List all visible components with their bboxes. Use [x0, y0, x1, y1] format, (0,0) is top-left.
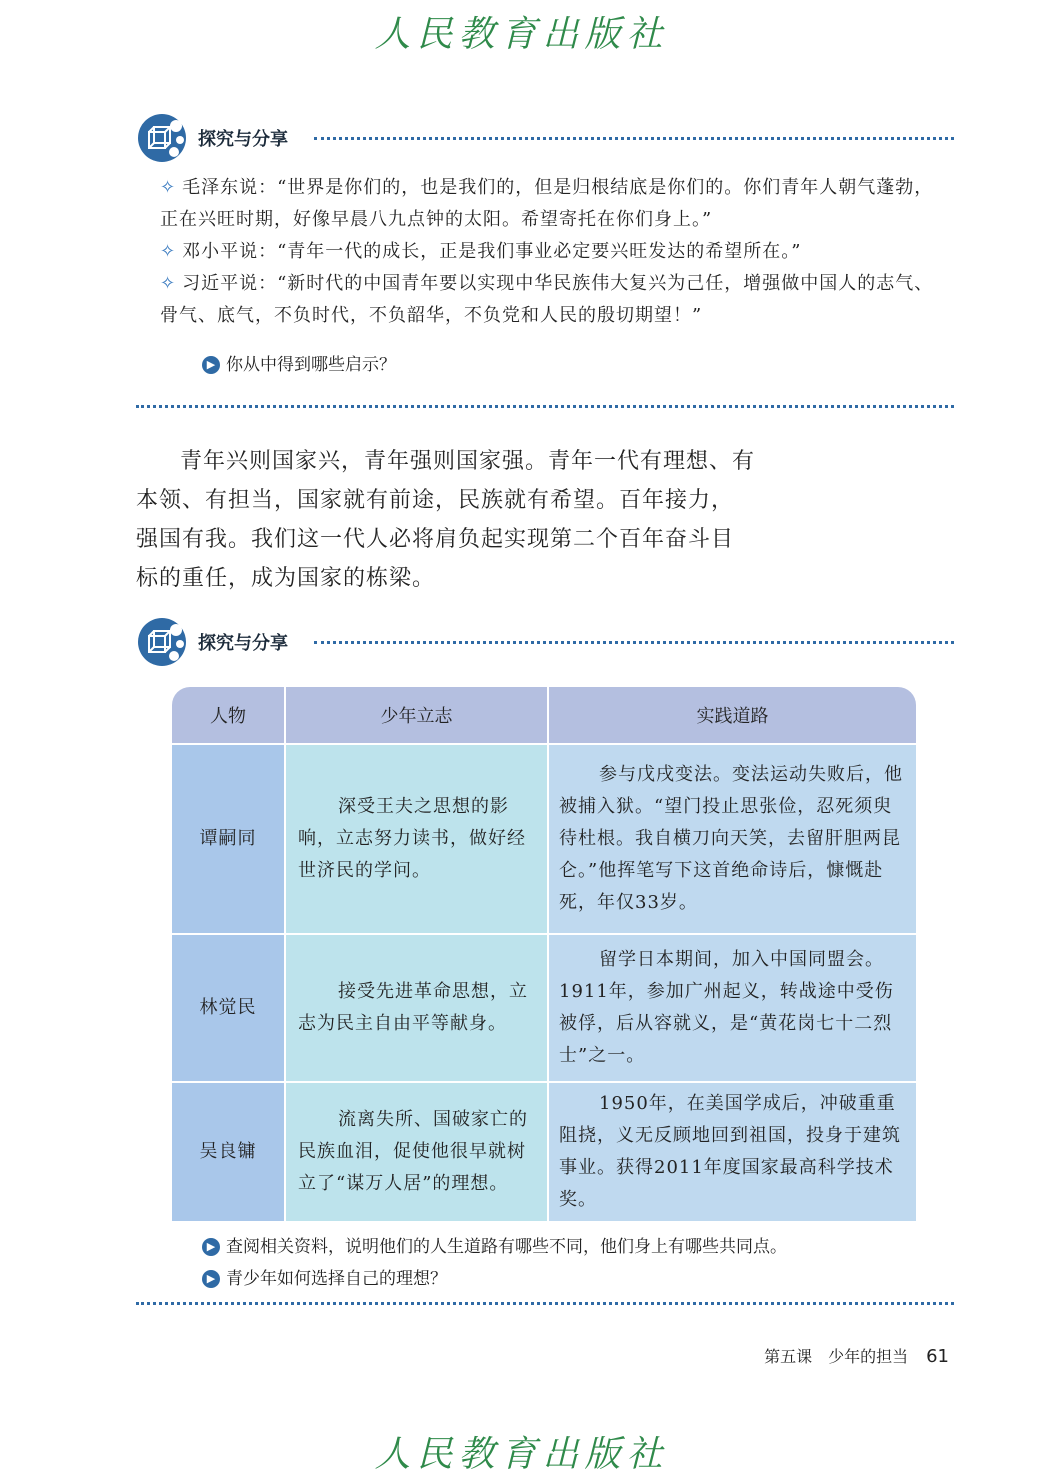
youth-aim: 接受先进革命思想，立志为民主自由平等献身。 [285, 934, 548, 1082]
table-row [172, 934, 916, 1082]
person-name: 林觉民 [172, 934, 285, 1082]
header-path: 实践道路 [548, 687, 916, 744]
header-aim: 少年立志 [285, 687, 548, 744]
section-title: 探究与分享 [198, 633, 288, 654]
lesson-title: 第五课 少年的担当 [764, 1347, 909, 1366]
main-paragraph: 青年兴则国家兴，青年强则国家强。青年一代有理想、有本领、有担当，国家就有前途，民族就有希望。百年接力，强国有我。我们这一代人必将肩负起实现第二个百年奋斗目标的重任，成为国家的栋梁。 [136, 449, 756, 591]
dotted-divider [314, 137, 954, 140]
role-model-table [172, 687, 916, 1223]
quote-deng: ✧ 邓小平说：“青年一代的成长，正是我们事业必定要兴旺发达的希望所在。” [160, 241, 802, 262]
section-title: 探究与分享 [198, 129, 288, 150]
dotted-divider [314, 641, 954, 644]
youth-aim: 深受王夫之思想的影响，立志努力读书，做好经世济民的学问。 [285, 744, 548, 934]
discussion-prompt: ▶ 查阅相关资料，说明他们的人生道路有哪些不同，他们身上有哪些共同点。 [202, 1232, 787, 1257]
life-path: 1950年，在美国学成后，冲破重重阻挠，义无反顾地回到祖国，投身于建筑事业。获得2011年度国家最高科学技术奖。 [548, 1082, 916, 1222]
arrow-bullet-icon: ▶ [202, 1270, 220, 1288]
life-path: 参与戊戌变法。变法运动失败后，他被捕入狱。“望门投止思张俭，忍死须臾待杜根。我自横刀向天笑，去留肝胆两昆仑。”他挥笔写下这首绝命诗后，慷慨赴死，年仅33岁。 [548, 744, 916, 934]
dotted-divider [136, 1302, 954, 1305]
table-row [172, 744, 916, 934]
page-number: 61 [926, 1346, 949, 1367]
youth-aim: 流离失所、国破家亡的民族血泪，促使他很早就树立了“谋万人居”的理想。 [285, 1082, 548, 1222]
star-bullet-icon: ✧ [160, 241, 177, 262]
header-person: 人物 [172, 687, 285, 744]
star-bullet-icon: ✧ [160, 273, 177, 294]
discussion-prompt: ▶ 青少年如何选择自己的理想？ [202, 1264, 447, 1289]
table-row [172, 1082, 916, 1222]
star-bullet-icon: ✧ [160, 177, 177, 198]
person-name: 吴良镛 [172, 1082, 285, 1222]
publisher-watermark-bottom: 人民教育出版社 [374, 1434, 669, 1475]
arrow-bullet-icon: ▶ [202, 1238, 220, 1256]
quote-mao: ✧ 毛泽东说：“世界是你们的，也是我们的，但是归根结底是你们的。你们青年人朝气蓬勃，正在兴旺时期，好像早晨八九点钟的太阳。希望寄托在你们身上。” [160, 177, 934, 230]
section-header-1 [136, 112, 954, 168]
arrow-bullet-icon: ▶ [202, 356, 220, 374]
explore-share-icon [136, 112, 188, 164]
table-header-row [172, 687, 916, 744]
explore-share-icon [136, 616, 188, 668]
person-name: 谭嗣同 [172, 744, 285, 934]
discussion-prompt: ▶ 你从中得到哪些启示？ [202, 350, 396, 375]
page-footer [764, 1344, 949, 1367]
quote-xi: ✧ 习近平说：“新时代的中国青年要以实现中华民族伟大复兴为己任，增强做中国人的志气、骨气、底气，不负时代，不负韶华，不负党和人民的殷切期望！” [160, 273, 934, 326]
life-path: 留学日本期间，加入中国同盟会。1911年，参加广州起义，转战途中受伤被俘，后从容就义，是“黄花岗七十二烈士”之一。 [548, 934, 916, 1082]
section-header-2 [136, 616, 954, 672]
publisher-watermark-top: 人民教育出版社 [374, 14, 669, 55]
dotted-divider [136, 405, 954, 408]
